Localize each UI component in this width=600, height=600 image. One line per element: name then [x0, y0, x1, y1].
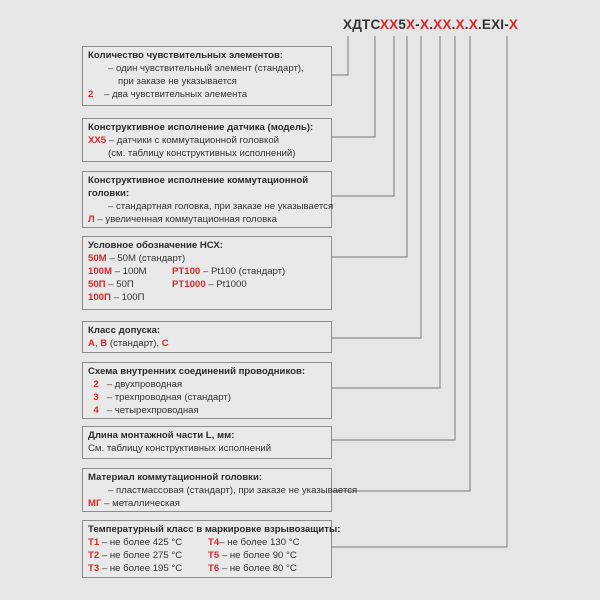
- option-text: – 50П: [105, 279, 134, 290]
- box-title: Количество чувствительных элементов:: [88, 50, 283, 61]
- option-text: – не более 130 °С: [219, 537, 300, 548]
- box-title: Класс допуска:: [88, 325, 161, 336]
- option-text: – Pt100 (стандарт): [200, 266, 286, 277]
- option-code: ХХ5: [88, 135, 107, 146]
- box-accuracy: [82, 321, 332, 353]
- box-title: Длина монтажной части L, мм:: [88, 430, 235, 441]
- option-text: (см. таблицу конструктивных исполнений): [108, 148, 296, 159]
- code-seg: 5: [398, 17, 407, 32]
- code-seg: ХХ: [433, 17, 452, 32]
- box-title: Схема внутренних соединений проводников:: [88, 366, 306, 377]
- box-title: Конструктивное исполнение датчика (модель):: [88, 122, 314, 133]
- option-text: – стандартная головка, при заказе не указывается: [108, 201, 334, 212]
- option-text: – 100М: [112, 266, 147, 277]
- option-code: Т3: [88, 563, 100, 574]
- tclass-row: [88, 562, 326, 575]
- option-text: – не более 425 °С: [99, 537, 183, 548]
- option-code: С: [161, 338, 169, 349]
- option-text: – два чувствительных элемента: [104, 89, 248, 100]
- option-text: – трехпроводная (стандарт): [104, 392, 231, 403]
- option-text: – увеличенная коммутационная головка: [94, 214, 277, 225]
- code-seg: Х: [419, 17, 430, 32]
- option-text: (стандарт),: [107, 338, 162, 349]
- nsh-row: [88, 278, 326, 291]
- option-text: – не более 195 °С: [99, 563, 183, 574]
- code-seg: Х: [468, 17, 478, 32]
- option-code: Л: [88, 214, 95, 225]
- box-head: [82, 171, 332, 228]
- code-seg: ХХ: [379, 17, 399, 32]
- option-code: 4: [93, 405, 99, 416]
- option-text: – пластмассовая (стандарт), при заказе не указывается: [108, 485, 358, 496]
- leader-line: [332, 36, 507, 547]
- option-code: 2: [88, 89, 94, 100]
- box-nsh: [82, 236, 332, 310]
- option-code: МГ: [88, 498, 102, 509]
- option-code: 3: [93, 392, 99, 403]
- option-code: А: [88, 338, 95, 349]
- option-text: – 50М (стандарт): [106, 253, 186, 264]
- leader-line: [332, 36, 470, 491]
- leader-line: [332, 36, 375, 137]
- box-design: [82, 118, 332, 162]
- option-text: – металлическая: [101, 498, 180, 509]
- option-code: 100П: [88, 292, 111, 303]
- leader-line: [332, 36, 407, 257]
- box-title: Конструктивное исполнение коммутационной: [88, 175, 309, 186]
- option-text: ,: [94, 338, 101, 349]
- option-text: – Pt1000: [205, 279, 247, 290]
- option-code: Т1: [88, 537, 100, 548]
- box-length: [82, 426, 332, 459]
- option-code: 100М: [88, 266, 112, 277]
- option-text: – один чувствительный элемент (стандарт),: [108, 63, 304, 74]
- box-material: [82, 468, 358, 512]
- option-code: 2: [93, 379, 99, 390]
- option-code: В: [100, 338, 108, 349]
- nsh-row: [88, 291, 326, 304]
- option-code: Т5: [208, 550, 220, 561]
- box-title: Условное обозначение НСХ:: [88, 240, 223, 251]
- option-code: Т4: [208, 537, 220, 548]
- code-seg: EXI-: [481, 17, 509, 32]
- option-code: PT1000: [172, 279, 206, 290]
- code-seg: Х: [508, 17, 519, 32]
- nsh-row: [88, 252, 326, 265]
- option-text: – не более 90 °С: [219, 550, 297, 561]
- option-text: – 100П: [110, 292, 145, 303]
- option-code: PT100: [172, 266, 201, 277]
- code-seg: Х: [455, 17, 465, 32]
- option-code: 50М: [88, 253, 107, 264]
- tclass-row: [88, 549, 326, 562]
- option-text: – не более 80 °С: [219, 563, 297, 574]
- option-code: 50П: [88, 279, 106, 290]
- option-text: – датчики с коммутационной головкой: [106, 135, 280, 146]
- option-text: См. таблицу конструктивных исполнений: [88, 443, 272, 454]
- option-text: – четырехпроводная: [104, 405, 199, 416]
- box-title: Материал коммутационной головки:: [88, 472, 263, 483]
- option-text: – двухпроводная: [104, 379, 183, 390]
- box-title: головки:: [88, 188, 130, 199]
- code-seg: Х: [406, 17, 416, 32]
- code-seg: .: [429, 17, 434, 32]
- leader-line: [332, 36, 394, 196]
- box-tclass: [82, 520, 341, 578]
- box-elements: [82, 46, 332, 106]
- code-seg: .: [477, 17, 482, 32]
- option-text: – не более 275 °С: [99, 550, 183, 561]
- box-wiring: [82, 362, 332, 419]
- leader-line: [332, 36, 348, 75]
- code-seg: -: [415, 17, 420, 32]
- tclass-row: [88, 536, 326, 549]
- leader-line: [332, 36, 421, 338]
- leader-line: [332, 36, 440, 388]
- code-seg: .: [451, 17, 456, 32]
- code-seg: ХДТС: [343, 17, 380, 32]
- code-seg: .: [464, 17, 469, 32]
- box-title: Температурный класс в маркировке взрывозащиты:: [88, 524, 341, 535]
- option-code: Т2: [88, 550, 100, 561]
- nsh-row: [88, 265, 326, 278]
- option-code: Т6: [208, 563, 220, 574]
- option-text: при заказе не указывается: [118, 76, 237, 87]
